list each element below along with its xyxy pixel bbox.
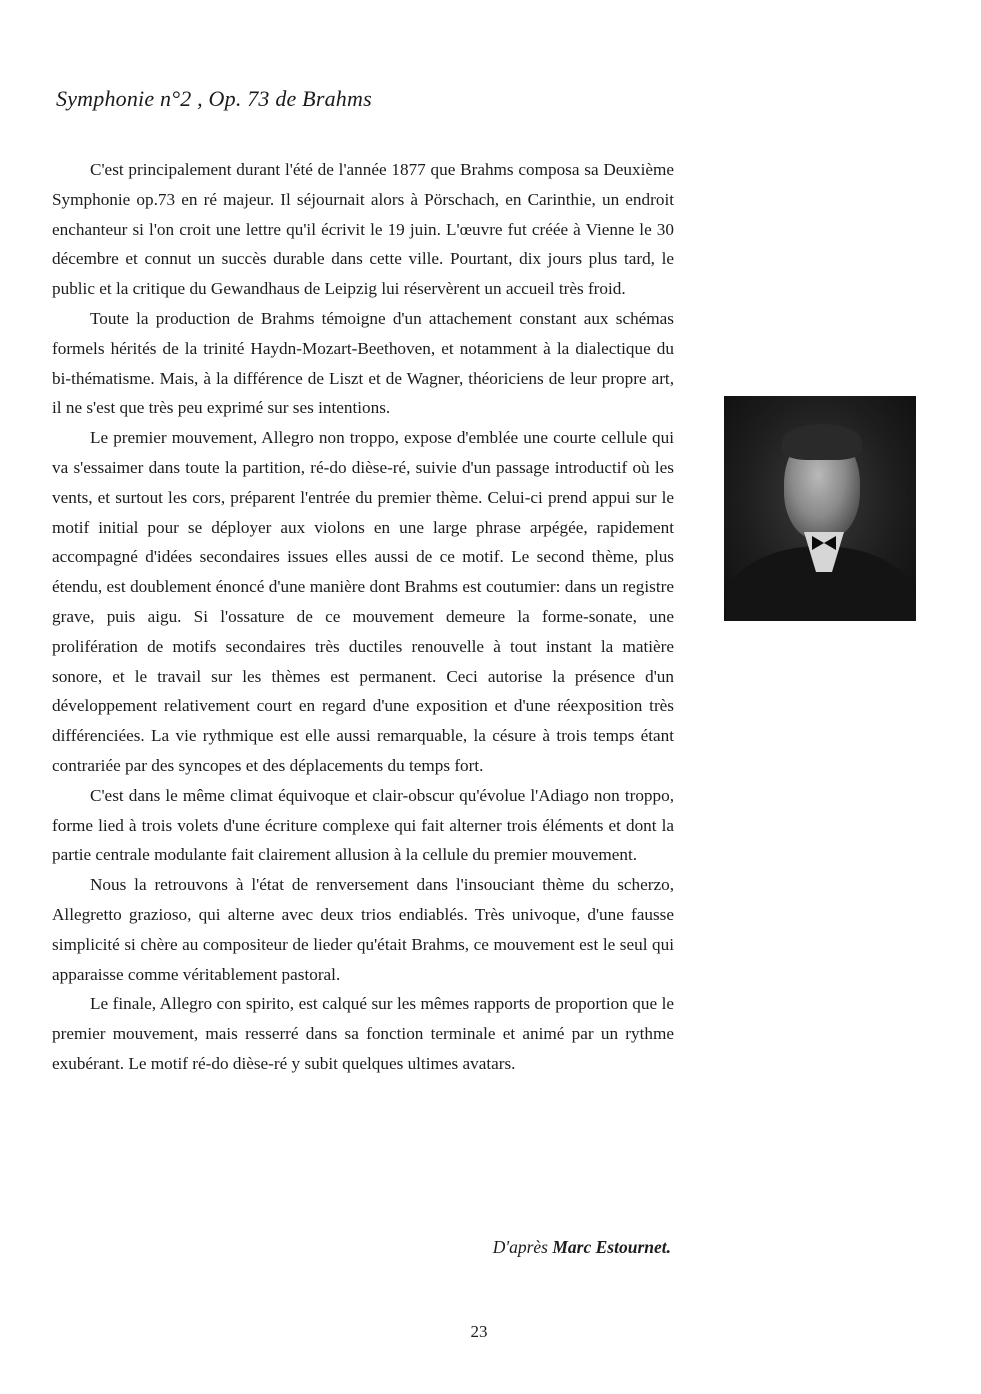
paragraph-2: Toute la production de Brahms témoigne d'un attachement constant aux schémas formels hérités de la trinité Haydn-Mozart-Beethoven, et notamment à la dialectique du bi-thématisme. Mais, à la différence de Liszt et de Wagner, théoriciens de leur propre art, il ne s'est que très peu exprimé sur ses intentions. <box>52 308 674 418</box>
signature-author: Marc Estournet. <box>552 1237 671 1257</box>
paragraph-4: C'est dans le même climat équivoque et clair-obscur qu'évolue l'Adiago non troppo, forme lied à trois volets d'une écriture complexe qui fait alterner trois éléments et dont la partie centrale modulante fait clairement allusion à la cellule du premier mouvement. <box>52 785 674 865</box>
brahms-portrait-photo <box>724 396 916 621</box>
page-title: Symphonie n°2 , Op. 73 de Brahms <box>56 86 372 111</box>
paragraph-5: Nous la retrouvons à l'état de renversement dans l'insouciant thème du scherzo, Allegretto grazioso, qui alterne avec deux trios endiablés. Très univoque, d'une fausse simplicité si chère au compositeur de lieder qu'était Brahms, ce mouvement est le seul qui apparaisse comme véritablement pastoral. <box>52 875 674 984</box>
signature-prefix: D'après <box>492 1237 553 1257</box>
body-text <box>52 155 674 1079</box>
portrait-hair <box>782 424 862 460</box>
author-signature <box>493 1237 671 1258</box>
paragraph-6: Le finale, Allegro con spirito, est calqué sur les mêmes rapports de proportion que le premier mouvement, mais resserré dans sa fonction terminale et animé par un rythme exubérant. Le motif ré-do dièse-ré y subit quelques ultimes avatars. <box>52 994 674 1073</box>
paragraph-3: Le premier mouvement, Allegro non troppo, expose d'emblée une courte cellule qui va s'essaimer dans toute la partition, ré-do dièse-ré, suivie d'un passage introductif où les vents, et surtout les cors, préparent l'entrée du premier thème. Celui-ci prend appui sur le motif initial pour se déployer aux violons en une large phrase arpégée, rapidement accompagné d'idées secondaires issues elles aussi de ce motif. Le second thème, plus étendu, est doublement énoncé d'une manière dont Brahms est coutumier: dans un registre grave, puis aigu. Si l'ossature de ce mouvement demeure la forme-sonate, une prolifération de motifs secondaires très ductiles renouvelle à tout instant la matière sonore, et le travail sur les thèmes est permanent. Ceci autorise la présence d'un développement relativement court en regard d'une exposition et d'une réexposition très différenciées. La vie rythmique est elle aussi remarquable, la césure à trois temps étant contrariée par des syncopes et des déplacements du temps fort. <box>52 428 674 775</box>
page-number: 23 <box>470 1322 488 1341</box>
paragraph-1: C'est principalement durant l'été de l'année 1877 que Brahms composa sa Deuxième Symphonie op.73 en ré majeur. Il séjournait alors à Pörschach, en Carinthie, un endroit enchanteur si l'on croit une lettre qu'il écrivit le 19 juin. L'œuvre fut créée à Vienne le 30 décembre et connut un succès durable dans cette ville. Pourtant, dix jours plus tard, le public et la critique du Gewandhaus de Leipzig lui réservèrent un accueil très froid. <box>52 160 674 299</box>
